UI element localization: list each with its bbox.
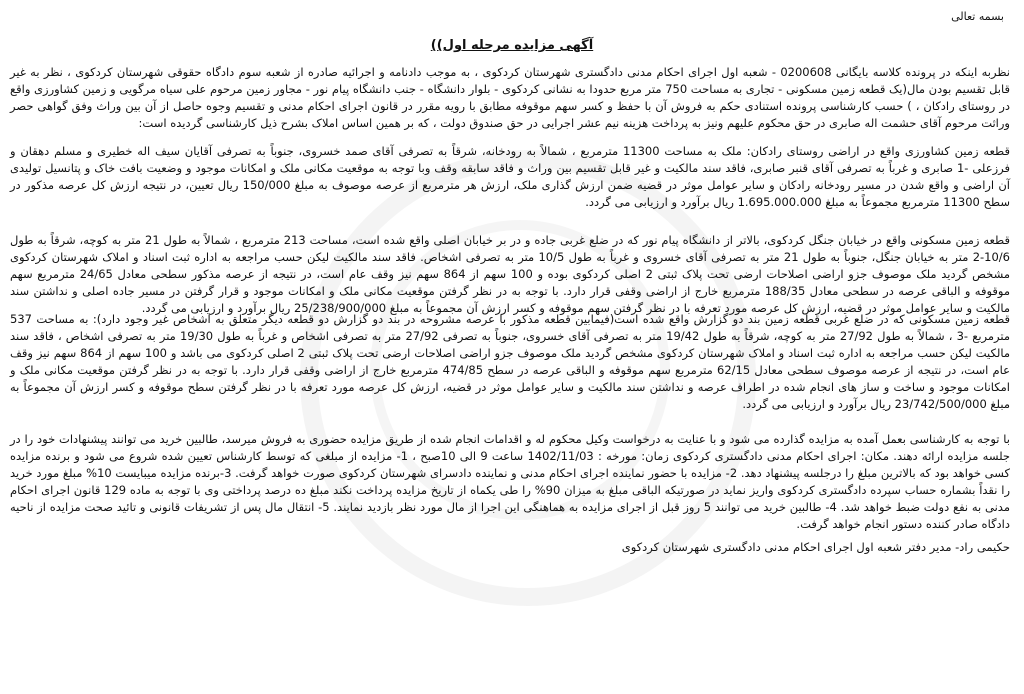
auction-terms-paragraph: با توجه به کارشناسی بعمل آمده به مزایده گذارده می شود و با عنایت به درخواست وکیل محکوم له و اقدامات انجام شده از طریق مزایده حضوری به فروش میرسد، طالبین خرید می توانند پیشنهادات خود را در جلسه مزایده ارائه دهند. مکان: اجرای احکام مدنی دادگستری کردکوی زمان: مورخه : 1402/11/03 ساعت 9 الی 10صبح ، 1- مزایده از مبلغی که توسط کارشناس تعیین شده شروع می شود و برنده مزایده کسی خواهد بود که بالاترین مبلغ را درجلسه پیشنهاد دهد. 2- مزایده با حضور نماینده اجرای احکام مدنی و نماینده دادسرای شهرستان کردکوی صورت خواهد گرفت. 3-برنده مزایده میبایست 10% مبلغ مورد خرید را نقداً بشماره حساب سپرده دادگستری کردکوی واریز نماید در صورتیکه الباقی مبلغ به میزان 90% را طی یکماه از تاریخ مزایده پرداخت نکند مبلغ ده درصد پرداختی وی با توجه به ماده 129 قانون اجرای احکام مدنی به نفع دولت ضبط خواهد شد. 4- طالبین خرید می توانند 5 روز قبل از اجرای مزایده به هماهنگی این اجرا از مال مورد نظر بازدید نمایند. 5- انتقال مال پس از تشریفات قانونی و تائید صحت مزایده از ناحیه دادگاه صادر کننده دستور انجام خواهد گرفت.	[10, 432, 1011, 531]
bismillah-header: بسمه تعالی	[951, 10, 1004, 23]
property-3-paragraph: قطعه زمین مسکونی که در ضلع غربی قطعه زمین بند دو گزارش واقع شده است(فیمابین قطعه مذکور با عرصه مشروحه در بند دو گزارش دو قطعه دیگر متعلق به اشخاص غیر وجود دارد): به مساحت 537 مترمربع -3 ، شمالاً به طول 27/92 متر به کوچه، شرقاً به طول 19/42 متر به تصرفی آقای خسروی، جنوباً به تصرفی 27/92 متر به تصرفی اشخاص و غرباً به طول 19/30 متر به تصرفی اشخاص ، فاقد سند مالکیت لیکن حسب مراجعه به اداره ثبت اسناد و املاک شهرستان کردکوی مشخص گردید ملک موصوف جزو اراضی اصلاحات ارضی تحت پلاک ثبتی 2 اصلی کردکوی می باشد و 100 سهم از 864 سهم نیز وقف عام است، در نتیجه از عرصه موصوف سطحی معادل 62/15 مترمربع سهم موقوفه و الباقی عرصه در سطح 474/85 مترمربع خارج از اراضی وقفی قرار دارد. با توجه به در نظر گرفتن موقعیت مکانی ملک و امکانات موجود و ساخت و ساز های انجام شده در اطراف عرصه و نداشتن سند مالکیت و سایر عوامل موثر در قضیه، ارزش کل عرصه مورد تعرفه با در نظر گرفتن سطح موقوفه و کسر ارزش آن مجموعاً به مبلغ 23/742/500/000 ریال برآورد و ارزیابی می گردد.	[10, 312, 1011, 411]
signature-line: حکیمی راد- مدیر دفتر شعبه اول اجرای احکام مدنی دادگستری شهرستان کردکوی	[621, 540, 1010, 554]
property-1-paragraph: قطعه زمین کشاورزی واقع در اراضی روستای رادکان: ملک به مساحت 11300 مترمربع ، شمالاً به رودخانه، شرقاً به تصرفی آقای صمد خسروی، جنوباً به تصرفی آقایان سیف اله خطیری و مسلم دهقان و فرزعلی -1 صابری و غرباً به تصرفی آقای قنبر صابری، فاقد سند مالکیت و غیر قابل تقسیم بین وراث و فاقد سابقه وقف وبا توجه به موقعیت مکانی ملک و امکانات موجود و وضعیت بافت خاک و پتانسیل تولیدی آن اراضی و واقع شدن در مسیر رودخانه رادکان و سایر عوامل موثر در قضیه ضمن ارزش گذاری ملک، ارزش هر مترمربع از عرصه موصوف به مبلغ 150/000 ریال تعیین، در نتیجه ارزش کل عرصه مذکور در سطح 11300 مترمربع مجموعاً به مبلغ 1.695.000.000 ریال برآورد و ارزیابی می گردد.	[10, 144, 1010, 209]
intro-paragraph: نظربه اینکه در پرونده کلاسه بایگانی 0200608 - شعبه اول اجرای احکام مدنی دادگستری شهرستان کردکوی ، به موجب دادنامه و اجرائیه صادره از شعبه سوم دادگاه حقوقی شهرستان کردکوی ، نظر به غیر قابل تقسیم بودن مال(یک قطعه زمین مسکونی - تجاری به مساحت 750 متر مربع حدودا به نشانی کردکوی - بلوار دانشگاه - جنب دانشگاه پیام نور - مجاور زمین مرحوم علی سیاه مرگویی و زمین کشاورزی واقع در روستای رادکان ، ) حسب کارشناسی پرونده استنادی حکم به فروش آن با حفظ و کسر سهم موقوفه مطابق با رویه مقرر در قانون اجرای احکام مدنی و تقسیم وجوه حاصل از آن بین وراث وفق گواهی حصر وراثت مرحوم آقای حشمت اله صابری در حق محکوم علیهم ونیز به پرداخت هزینه نیم عشر اجرایی در حق صندوق دولت ، که بر همین اساس املاک بشرح ذیل کارشناسی گردیده است:	[10, 65, 1010, 130]
property-2-paragraph: قطعه زمین مسکونی واقع در خیابان جنگل کردکوی، بالاتر از دانشگاه پیام نور که در ضلع غربی جاده و در بر خیابان اصلی واقع شده است، مساحت 213 مترمربع ، شمالاً به طول 21 متر به کوچه، شرقاً به طول 10/6-2 متر به خیابان جنگل، جنوباً به طول 21 متر به تصرفی آقای خسروی و غرباً به طول 10/5 متر به تصرفی اشخاص. فاقد سند مالکیت لیکن حسب مراجعه به اداره ثبت اسناد و املاک شهرستان کردکوی مشخص گردید ملک موصوف جزو اراضی اصلاحات ارضی تحت پلاک ثبتی 2 اصلی کردکوی بوده و 100 سهم از 864 سهم نیز وقف عام است، در نتیجه از عرصه مذکور سطحی معادل 24/65 مترمربع سهم موقوفه و الباقی عرصه در سطحی معادل 188/35 مترمربع خارج از اراضی وقفی قرار دارد. با توجه به در نظر گرفتن موقعیت مکانی ملک و امکانات موجود و قرار گرفتن در مسیر جاده اصلی و نداشتن سند مالکیت و سایر عوامل موثر در قضیه، ارزش کل عرصه مورد تعرفه با در نظر گرفتن سهم موقوفه و کسر ارزش آن مجموعاً به مبلغ 25/238/900/000 ریال برآورد و ارزیابی می گردد.	[10, 233, 1010, 315]
notice-title: آگهی مزایده مرحله اول))	[430, 38, 594, 53]
